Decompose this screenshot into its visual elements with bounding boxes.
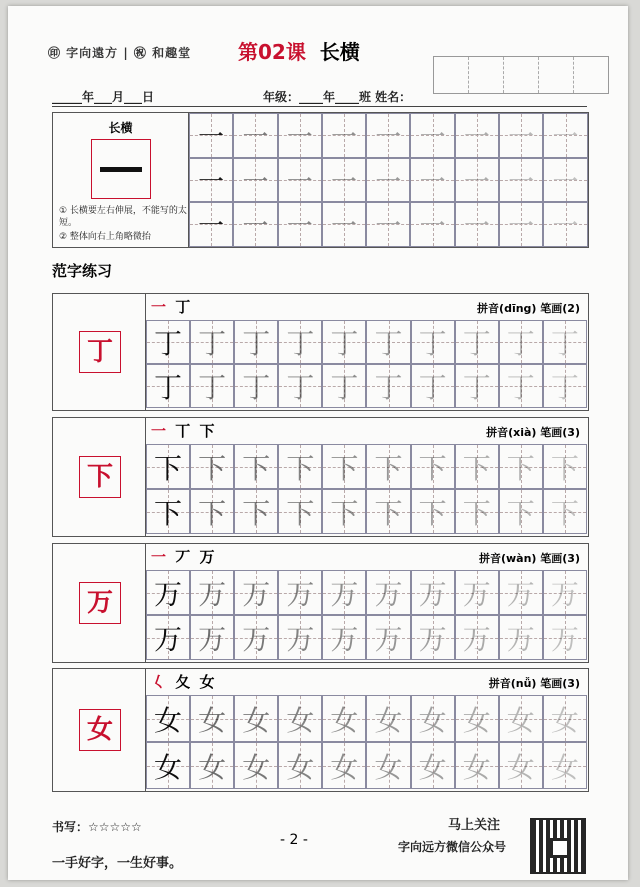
practice-cell[interactable] xyxy=(411,320,455,364)
practice-grid xyxy=(146,444,587,534)
practice-cell[interactable] xyxy=(322,489,366,534)
practice-cell[interactable] xyxy=(455,742,499,789)
stroke-order xyxy=(151,420,217,441)
practice-cell[interactable] xyxy=(455,489,499,534)
trace-char: 丁 xyxy=(462,371,491,404)
practice-cell[interactable] xyxy=(278,615,322,660)
trace-char: 下 xyxy=(242,496,271,530)
trace-char: 万 xyxy=(374,622,403,656)
trace-char: 女 xyxy=(154,750,183,784)
practice-cell[interactable] xyxy=(455,320,499,364)
practice-cell[interactable] xyxy=(499,695,543,742)
practice-cell[interactable] xyxy=(411,570,455,615)
practice-cell[interactable] xyxy=(499,320,543,364)
trace-char: 下 xyxy=(506,496,535,530)
trace-char: 女 xyxy=(330,750,359,784)
trace-char: 丁 xyxy=(242,327,271,360)
trace-char: 丁 xyxy=(330,371,359,404)
trace-char: 万 xyxy=(550,622,579,656)
pinyin-strokes: 拼音(dīng) 笔画(2) xyxy=(477,302,580,315)
stroke-cell[interactable]: 一 xyxy=(410,158,454,203)
trace-char: 下 xyxy=(374,451,403,485)
trace-char: 女 xyxy=(418,750,447,784)
practice-cell[interactable] xyxy=(322,444,366,489)
practice-cell[interactable] xyxy=(543,570,587,615)
stroke-order xyxy=(151,546,217,567)
stroke-cell[interactable]: 一 xyxy=(233,202,277,247)
stroke-grid xyxy=(189,113,588,247)
stroke-cell[interactable]: 一 xyxy=(499,202,543,247)
stroke-guide xyxy=(53,113,189,247)
practice-cell[interactable] xyxy=(190,444,234,489)
trace-char: 女 xyxy=(506,703,535,737)
practice-cell[interactable] xyxy=(411,489,455,534)
wechat-label: 字向远方微信公众号 xyxy=(398,840,507,854)
stroke-cell[interactable]: 一 xyxy=(189,113,233,158)
practice-cell[interactable] xyxy=(146,615,190,660)
page-title xyxy=(238,36,360,65)
stroke-cell[interactable]: 一 xyxy=(499,158,543,203)
practice-cell[interactable] xyxy=(543,742,587,789)
stroke-cell[interactable]: 一 xyxy=(410,202,454,247)
date-line: _____年___月___日 xyxy=(52,90,155,104)
practice-cell[interactable] xyxy=(366,364,410,408)
trace-char: 女 xyxy=(550,703,579,737)
trace-char: 下 xyxy=(462,496,491,530)
stroke-step: 下 xyxy=(199,422,217,440)
practice-cell[interactable] xyxy=(366,695,410,742)
character-block xyxy=(52,417,589,537)
practice-cell[interactable] xyxy=(146,695,190,742)
trace-char: 下 xyxy=(330,496,359,530)
trace-char: 万 xyxy=(154,622,183,656)
model-character xyxy=(53,418,146,536)
practice-cell[interactable] xyxy=(543,489,587,534)
character-block xyxy=(52,293,589,411)
stroke-step: 万 xyxy=(199,548,217,566)
model-char: 下 xyxy=(86,462,113,492)
practice-cell[interactable] xyxy=(366,444,410,489)
lesson-name: 长横 xyxy=(319,40,360,64)
stroke-order xyxy=(151,671,217,692)
practice-cell[interactable] xyxy=(234,615,278,660)
practice-cell[interactable] xyxy=(366,570,410,615)
trace-char: 下 xyxy=(198,451,227,485)
stroke-cell[interactable]: 一 xyxy=(278,113,322,158)
practice-cell[interactable] xyxy=(455,695,499,742)
trace-char: 丁 xyxy=(418,371,447,404)
stroke-step: 一 xyxy=(151,422,169,440)
trace-char: 丁 xyxy=(462,327,491,360)
practice-cell[interactable] xyxy=(322,742,366,789)
practice-cell[interactable] xyxy=(455,570,499,615)
practice-cell[interactable] xyxy=(278,695,322,742)
page-number: - 2 - xyxy=(280,832,308,848)
practice-cell[interactable] xyxy=(543,444,587,489)
practice-cell[interactable] xyxy=(146,742,190,789)
trace-char: 丁 xyxy=(550,371,579,404)
stroke-order xyxy=(151,296,192,317)
trace-char: 丁 xyxy=(374,327,403,360)
practice-grid xyxy=(146,695,587,789)
practice-cell[interactable] xyxy=(455,444,499,489)
practice-cell[interactable] xyxy=(278,444,322,489)
trace-char: 女 xyxy=(242,750,271,784)
trace-char: 女 xyxy=(418,703,447,737)
practice-cell[interactable] xyxy=(146,364,190,408)
trace-char: 万 xyxy=(418,577,447,611)
trace-char: 女 xyxy=(330,703,359,737)
stroke-cell[interactable]: 一 xyxy=(543,113,587,158)
practice-cell[interactable] xyxy=(190,489,234,534)
grade-line: 年级：____年____班 姓名： xyxy=(263,90,412,104)
trace-char: 万 xyxy=(462,577,491,611)
trace-char: 女 xyxy=(374,703,403,737)
stroke-cell[interactable]: 一 xyxy=(366,202,410,247)
trace-char: 万 xyxy=(374,577,403,611)
trace-char: 女 xyxy=(286,703,315,737)
stroke-cell[interactable]: 一 xyxy=(366,113,410,158)
trace-char: 万 xyxy=(506,577,535,611)
practice-cell[interactable] xyxy=(499,742,543,789)
trace-char: 万 xyxy=(286,622,315,656)
trace-char: 万 xyxy=(286,577,315,611)
section-title: 范字练习 xyxy=(52,262,113,280)
character-block xyxy=(52,668,589,792)
trace-char: 女 xyxy=(198,703,227,737)
qr-code-icon[interactable] xyxy=(530,818,586,874)
practice-cell[interactable] xyxy=(190,364,234,408)
practice-cell[interactable] xyxy=(146,570,190,615)
stroke-note-2: ② 整体向右上角略微抬 xyxy=(59,232,151,242)
model-character xyxy=(53,544,146,662)
rating-stars: 书写：☆☆☆☆☆ xyxy=(52,820,142,834)
trace-char: 下 xyxy=(506,451,535,485)
stroke-cell[interactable]: 一 xyxy=(322,202,366,247)
practice-cell[interactable] xyxy=(411,444,455,489)
practice-cell[interactable] xyxy=(234,320,278,364)
practice-cell[interactable] xyxy=(278,320,322,364)
trace-char: 丁 xyxy=(198,327,227,360)
stroke-cell[interactable]: 一 xyxy=(322,158,366,203)
stroke-example xyxy=(91,139,151,199)
trace-char: 万 xyxy=(198,622,227,656)
practice-cell[interactable] xyxy=(322,695,366,742)
trace-char: 女 xyxy=(506,750,535,784)
stroke-step: 丅 xyxy=(175,422,193,440)
stroke-practice-box xyxy=(52,112,589,248)
practice-cell[interactable] xyxy=(146,444,190,489)
trace-char: 下 xyxy=(154,496,183,530)
stroke-cell[interactable]: 一 xyxy=(455,158,499,203)
trace-char: 丁 xyxy=(242,371,271,404)
practice-cell[interactable] xyxy=(190,570,234,615)
practice-cell[interactable] xyxy=(322,320,366,364)
trace-char: 女 xyxy=(462,703,491,737)
name-grid[interactable] xyxy=(433,56,609,94)
practice-cell[interactable] xyxy=(455,364,499,408)
trace-char: 女 xyxy=(374,750,403,784)
trace-char: 女 xyxy=(154,703,183,737)
follow-label: 马上关注 xyxy=(448,818,501,833)
stroke-cell[interactable]: 一 xyxy=(189,202,233,247)
stroke-cell[interactable]: 一 xyxy=(543,202,587,247)
trace-char: 万 xyxy=(154,577,183,611)
stroke-cell[interactable]: 一 xyxy=(455,113,499,158)
character-block xyxy=(52,543,589,663)
practice-cell[interactable] xyxy=(146,489,190,534)
brand-logo: ㊞ 字向遠方 | ㊗ 和趣堂 xyxy=(48,46,192,60)
stroke-step: 𡿨 xyxy=(151,673,169,691)
trace-char: 万 xyxy=(462,622,491,656)
practice-cell[interactable] xyxy=(278,489,322,534)
trace-char: 下 xyxy=(462,451,491,485)
trace-char: 下 xyxy=(242,451,271,485)
model-character xyxy=(53,669,146,791)
trace-char: 丁 xyxy=(286,371,315,404)
trace-char: 丁 xyxy=(286,327,315,360)
trace-char: 丁 xyxy=(374,371,403,404)
trace-char: 下 xyxy=(550,451,579,485)
trace-char: 女 xyxy=(462,750,491,784)
trace-char: 下 xyxy=(154,451,183,485)
practice-cell[interactable] xyxy=(234,695,278,742)
practice-cell[interactable] xyxy=(499,364,543,408)
trace-char: 丁 xyxy=(154,327,183,360)
stroke-cell[interactable]: 一 xyxy=(189,158,233,203)
practice-cell[interactable] xyxy=(366,742,410,789)
stroke-cell[interactable]: 一 xyxy=(278,202,322,247)
trace-char: 万 xyxy=(506,622,535,656)
lesson-number: 第02课 xyxy=(238,40,306,64)
pinyin-strokes: 拼音(xià) 笔画(3) xyxy=(486,426,580,439)
stroke-note-1: ① 长横要左右伸展，不能写的太短。 xyxy=(59,206,187,228)
practice-cell[interactable] xyxy=(543,695,587,742)
header-rule xyxy=(52,106,587,107)
trace-char: 丁 xyxy=(506,327,535,360)
trace-char: 丁 xyxy=(550,327,579,360)
practice-cell[interactable] xyxy=(499,615,543,660)
trace-char: 下 xyxy=(418,451,447,485)
stroke-step: 一 xyxy=(151,548,169,566)
practice-cell[interactable] xyxy=(411,615,455,660)
trace-char: 万 xyxy=(242,622,271,656)
model-character xyxy=(53,294,146,410)
trace-char: 万 xyxy=(330,622,359,656)
practice-cell[interactable] xyxy=(190,320,234,364)
stroke-cell[interactable]: 一 xyxy=(233,113,277,158)
practice-cell[interactable] xyxy=(366,615,410,660)
practice-cell[interactable] xyxy=(234,444,278,489)
practice-cell[interactable] xyxy=(234,570,278,615)
stroke-cell[interactable]: 一 xyxy=(233,158,277,203)
practice-cell[interactable] xyxy=(278,364,322,408)
trace-char: 丁 xyxy=(418,327,447,360)
stroke-cell[interactable]: 一 xyxy=(366,158,410,203)
trace-char: 下 xyxy=(330,451,359,485)
stroke-step: 女 xyxy=(199,673,217,691)
practice-cell[interactable] xyxy=(234,489,278,534)
practice-cell[interactable] xyxy=(190,615,234,660)
trace-char: 女 xyxy=(550,750,579,784)
stroke-step: 一 xyxy=(151,298,169,316)
trace-char: 女 xyxy=(286,750,315,784)
practice-cell[interactable] xyxy=(499,444,543,489)
pinyin-strokes: 拼音(wàn) 笔画(3) xyxy=(478,552,580,565)
trace-char: 万 xyxy=(330,577,359,611)
practice-cell[interactable] xyxy=(146,320,190,364)
stroke-step: 夂 xyxy=(175,673,193,691)
trace-char: 下 xyxy=(286,496,315,530)
practice-cell[interactable] xyxy=(411,695,455,742)
practice-cell[interactable] xyxy=(190,695,234,742)
practice-cell[interactable] xyxy=(278,570,322,615)
model-char: 女 xyxy=(86,715,113,745)
stroke-cell[interactable]: 一 xyxy=(455,202,499,247)
trace-char: 下 xyxy=(374,496,403,530)
practice-cell[interactable] xyxy=(543,615,587,660)
trace-char: 丁 xyxy=(198,371,227,404)
trace-char: 万 xyxy=(418,622,447,656)
motto: 一手好字，一生好事。 xyxy=(52,856,183,871)
practice-cell[interactable] xyxy=(411,742,455,789)
practice-cell[interactable] xyxy=(366,489,410,534)
trace-char: 丁 xyxy=(506,371,535,404)
stroke-step: 丁 xyxy=(175,298,193,316)
practice-grid xyxy=(146,570,587,660)
practice-cell[interactable] xyxy=(366,320,410,364)
practice-cell[interactable] xyxy=(455,615,499,660)
practice-cell[interactable] xyxy=(234,742,278,789)
practice-cell[interactable] xyxy=(499,489,543,534)
practice-cell[interactable] xyxy=(234,364,278,408)
practice-cell[interactable] xyxy=(322,364,366,408)
stroke-cell[interactable]: 一 xyxy=(278,158,322,203)
stroke-label: 长横 xyxy=(108,121,133,135)
practice-cell[interactable] xyxy=(322,615,366,660)
stroke-step: 丆 xyxy=(175,548,193,566)
trace-char: 万 xyxy=(550,577,579,611)
trace-char: 下 xyxy=(418,496,447,530)
stroke-cell[interactable]: 一 xyxy=(410,113,454,158)
stroke-cell[interactable]: 一 xyxy=(322,113,366,158)
pinyin-strokes: 拼音(nǚ) 笔画(3) xyxy=(488,677,580,690)
trace-char: 下 xyxy=(550,496,579,530)
worksheet xyxy=(8,6,628,880)
practice-cell[interactable] xyxy=(411,364,455,408)
trace-char: 女 xyxy=(242,703,271,737)
trace-char: 女 xyxy=(198,750,227,784)
practice-cell[interactable] xyxy=(278,742,322,789)
stroke-cell[interactable]: 一 xyxy=(543,158,587,203)
trace-char: 下 xyxy=(198,496,227,530)
practice-cell[interactable] xyxy=(543,364,587,408)
practice-cell[interactable] xyxy=(190,742,234,789)
trace-char: 万 xyxy=(242,577,271,611)
trace-char: 万 xyxy=(198,577,227,611)
practice-grid xyxy=(146,320,587,408)
model-char: 丁 xyxy=(86,337,113,367)
stroke-cell[interactable]: 一 xyxy=(499,113,543,158)
model-char: 万 xyxy=(86,588,113,618)
trace-char: 丁 xyxy=(154,371,183,404)
practice-cell[interactable] xyxy=(322,570,366,615)
trace-char: 丁 xyxy=(330,327,359,360)
practice-cell[interactable] xyxy=(499,570,543,615)
practice-cell[interactable] xyxy=(543,320,587,364)
trace-char: 下 xyxy=(286,451,315,485)
